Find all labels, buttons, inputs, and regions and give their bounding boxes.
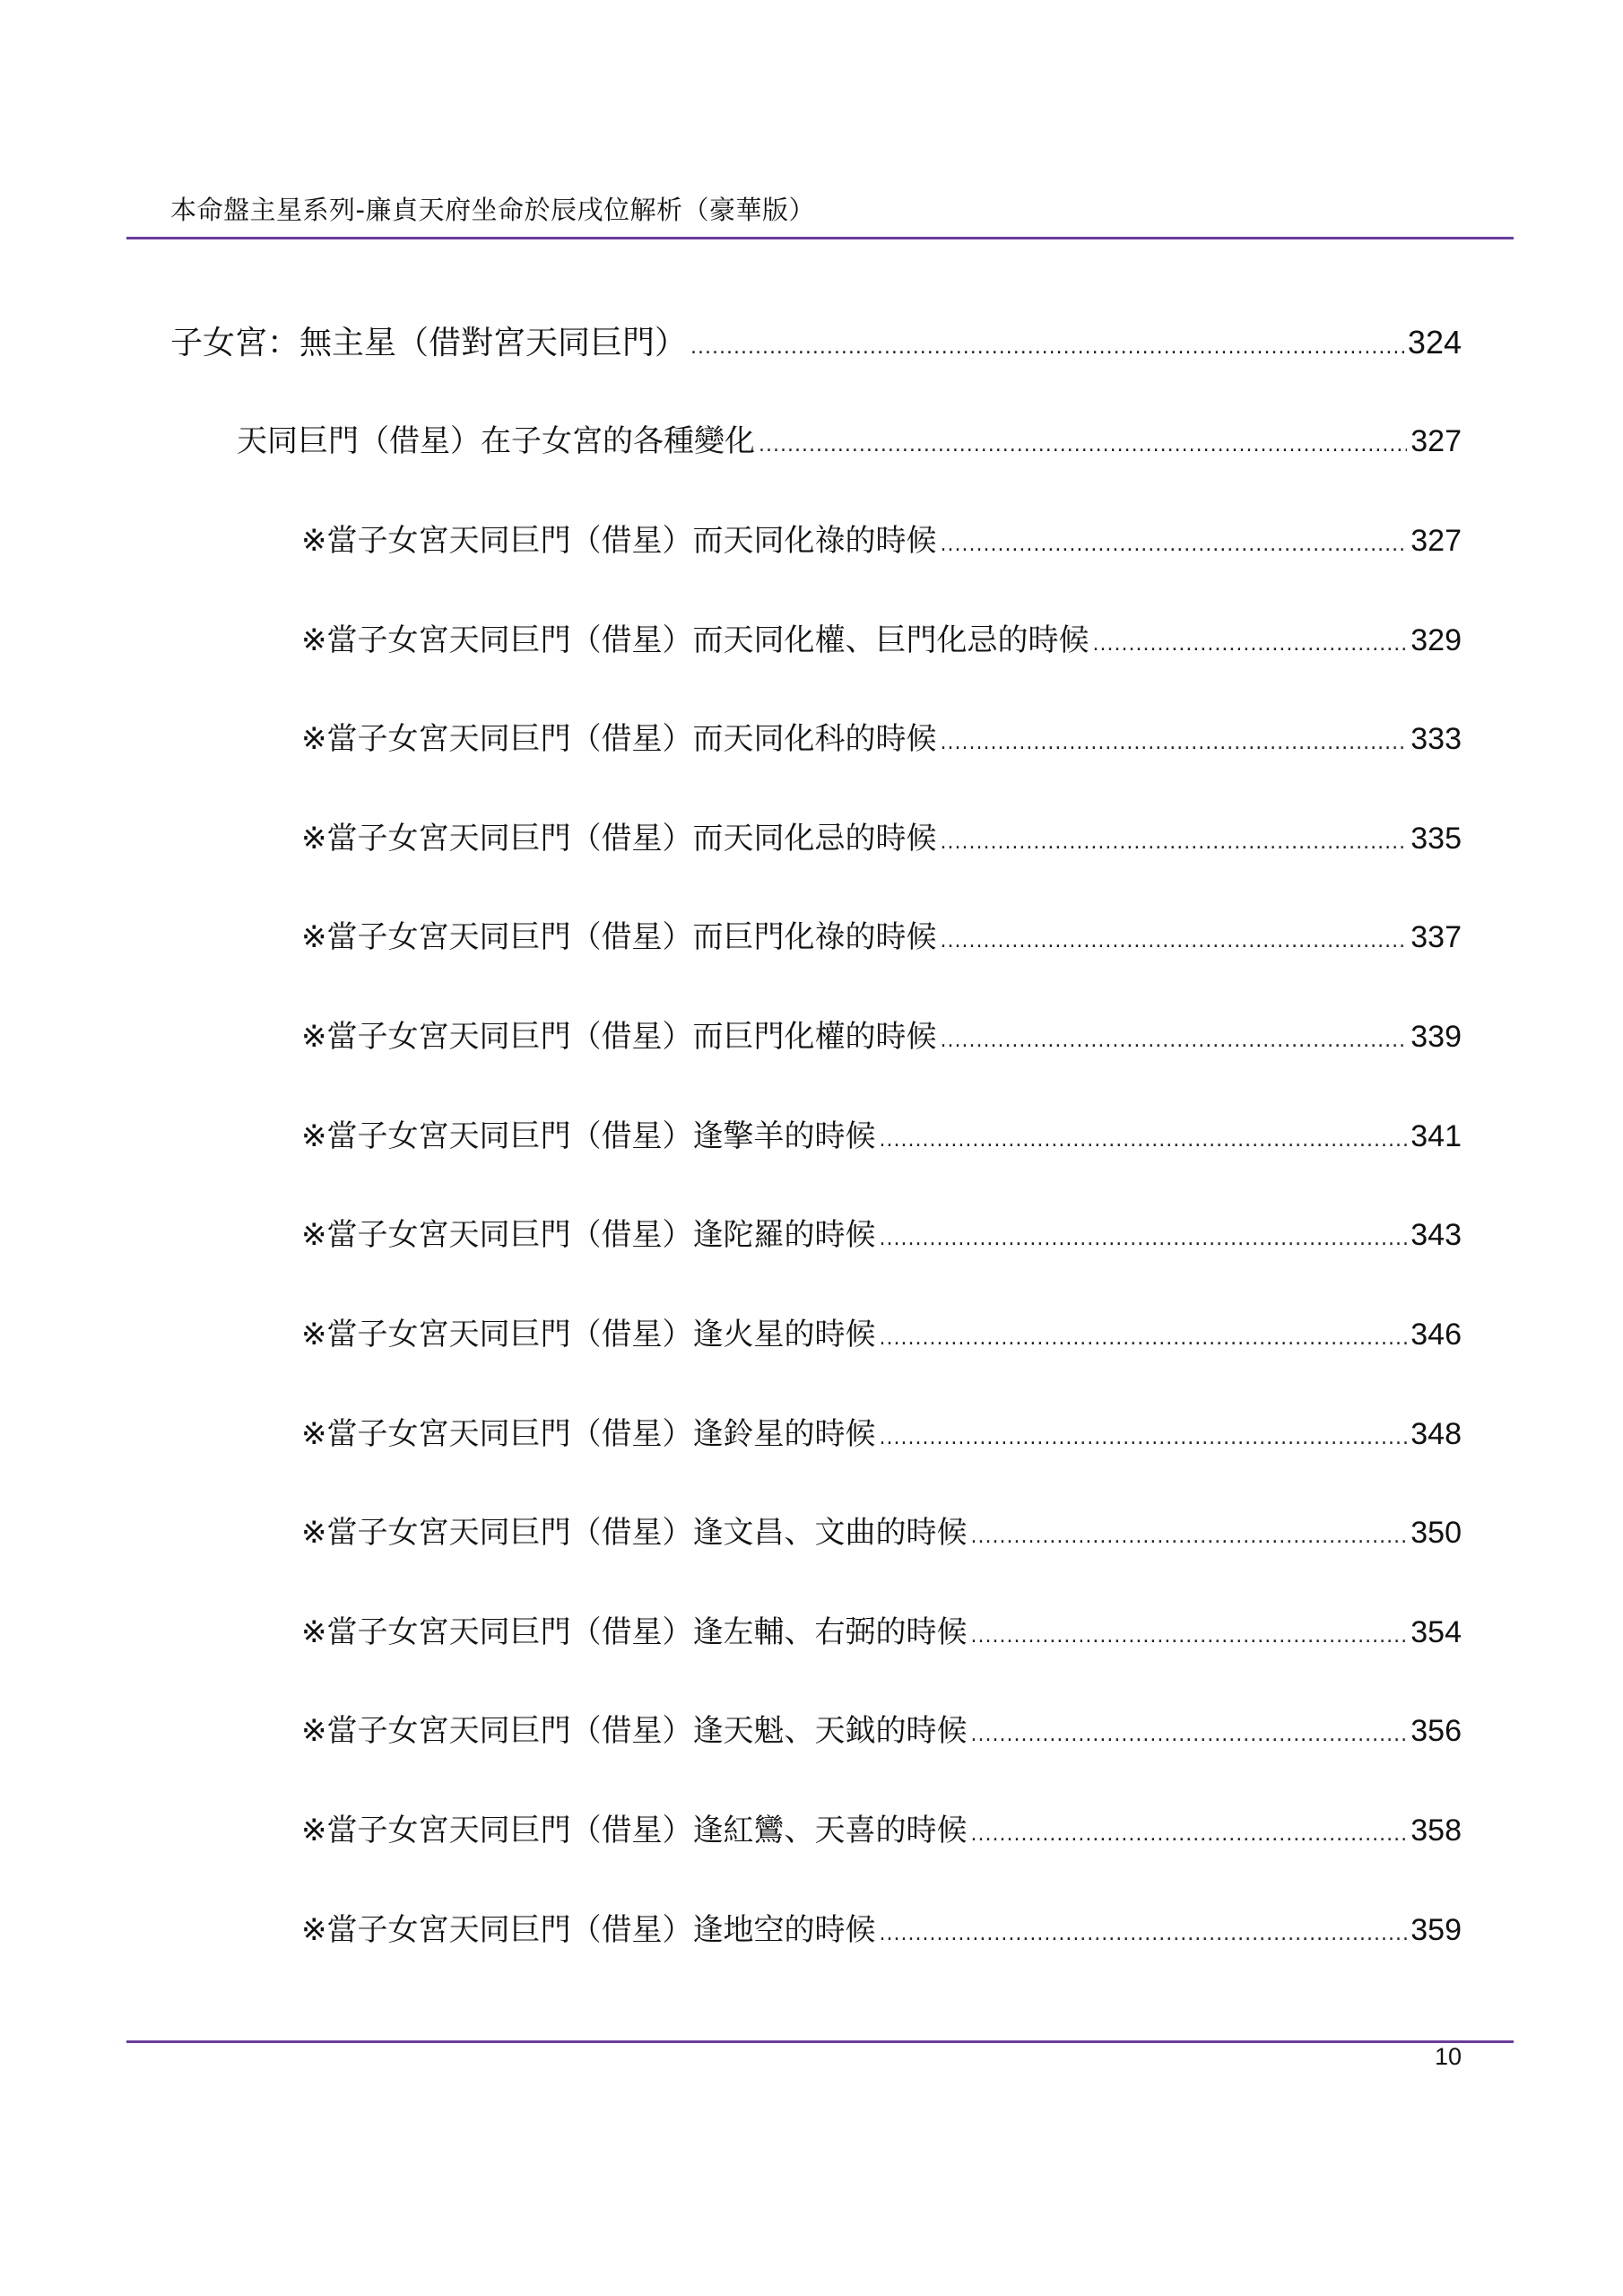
toc-entry-page: 358	[1410, 1813, 1462, 1848]
toc-entry-title: ※當子女宮天同巨門（借星）而巨門化權的時候	[301, 1019, 937, 1055]
toc-entry[interactable]	[301, 1706, 1462, 1749]
dot-leader	[759, 434, 1407, 457]
running-header: 本命盤主星系列-廉貞天府坐命於辰戌位解析（豪華版）	[170, 195, 815, 225]
toc-entry-page: 337	[1410, 920, 1462, 954]
dot-leader	[941, 831, 1408, 854]
toc-entry[interactable]	[301, 1607, 1462, 1650]
toc-entry-title: ※當子女宮天同巨門（借星）而天同化科的時候	[301, 721, 937, 757]
toc-entry-title: ※當子女宮天同巨門（借星）而天同化祿的時候	[301, 523, 937, 559]
toc-entry-page: 333	[1410, 722, 1462, 756]
dot-leader	[971, 1526, 1408, 1548]
dot-leader	[941, 534, 1408, 556]
toc-entry-page: 329	[1410, 623, 1462, 657]
toc-entry[interactable]	[301, 516, 1462, 559]
toc-entry-title: ※當子女宮天同巨門（借星）逢陀羅的時候	[301, 1217, 876, 1253]
toc-entry-page: 350	[1410, 1516, 1462, 1550]
toc-entry-title: ※當子女宮天同巨門（借星）逢擎羊的時候	[301, 1118, 876, 1154]
toc-entry-page: 341	[1410, 1119, 1462, 1153]
toc-entry-title: ※當子女宮天同巨門（借星）逢鈴星的時候	[301, 1416, 876, 1452]
toc-entry-page: 327	[1410, 424, 1462, 458]
toc-entry-page: 339	[1410, 1020, 1462, 1054]
dot-leader	[941, 732, 1408, 754]
toc-entry[interactable]	[170, 317, 1462, 361]
dot-leader	[690, 336, 1404, 359]
toc-entry-page: 354	[1410, 1615, 1462, 1649]
dot-leader	[971, 1724, 1408, 1746]
toc-entry-title: 子女宮：無主星（借對宮天同巨門）	[170, 325, 688, 361]
toc-entry-page: 335	[1410, 822, 1462, 856]
dot-leader	[1093, 633, 1408, 656]
toc-entry-title: 天同巨門（借星）在子女宮的各種變化	[237, 423, 755, 459]
toc-entry[interactable]	[301, 1508, 1462, 1551]
toc-entry[interactable]	[301, 813, 1462, 857]
dot-leader	[941, 1030, 1408, 1052]
toc-entry-title: ※當子女宮天同巨門（借星）逢地空的時候	[301, 1912, 876, 1948]
dot-leader	[971, 1625, 1408, 1648]
footer-rule	[126, 2040, 1514, 2043]
toc-entry-page: 348	[1410, 1417, 1462, 1451]
toc-entry[interactable]	[301, 912, 1462, 955]
dot-leader	[880, 1129, 1408, 1152]
toc-entry-title: ※當子女宮天同巨門（借星）而天同化權、巨門化忌的時候	[301, 622, 1089, 658]
toc-entry-title: ※當子女宮天同巨門（借星）而天同化忌的時候	[301, 821, 937, 857]
toc-entry-title: ※當子女宮天同巨門（借星）逢紅鸞、天喜的時候	[301, 1813, 968, 1848]
dot-leader	[880, 1923, 1408, 1945]
dot-leader	[880, 1427, 1408, 1449]
toc-entry[interactable]	[301, 1309, 1462, 1352]
dot-leader	[941, 930, 1408, 952]
toc-entry[interactable]	[301, 1805, 1462, 1848]
toc-entry[interactable]	[301, 1210, 1462, 1253]
toc-entry-title: ※當子女宮天同巨門（借星）逢左輔、右弼的時候	[301, 1614, 968, 1650]
toc-entry[interactable]	[301, 714, 1462, 757]
toc-entry[interactable]	[301, 1012, 1462, 1055]
toc-entry[interactable]	[237, 416, 1462, 459]
toc-entry-title: ※當子女宮天同巨門（借星）逢文昌、文曲的時候	[301, 1515, 968, 1551]
toc-entry-page: 327	[1410, 524, 1462, 558]
toc-entry-page: 359	[1410, 1913, 1462, 1947]
toc-entry[interactable]	[301, 1905, 1462, 1948]
dot-leader	[880, 1228, 1408, 1250]
page-number: 10	[1434, 2043, 1462, 2070]
dot-leader	[880, 1327, 1408, 1350]
toc-entry[interactable]	[301, 1409, 1462, 1452]
toc-entry[interactable]	[301, 615, 1462, 658]
toc-entry-page: 356	[1410, 1714, 1462, 1748]
toc-entry-page: 324	[1407, 324, 1462, 361]
toc-entry[interactable]	[301, 1111, 1462, 1154]
toc-entry-page: 346	[1410, 1318, 1462, 1352]
dot-leader	[971, 1823, 1408, 1846]
toc-entry-title: ※當子女宮天同巨門（借星）逢火星的時候	[301, 1317, 876, 1352]
toc-entry-page: 343	[1410, 1218, 1462, 1252]
toc-entry-title: ※當子女宮天同巨門（借星）而巨門化祿的時候	[301, 919, 937, 955]
toc-entry-title: ※當子女宮天同巨門（借星）逢天魁、天鉞的時候	[301, 1713, 968, 1749]
